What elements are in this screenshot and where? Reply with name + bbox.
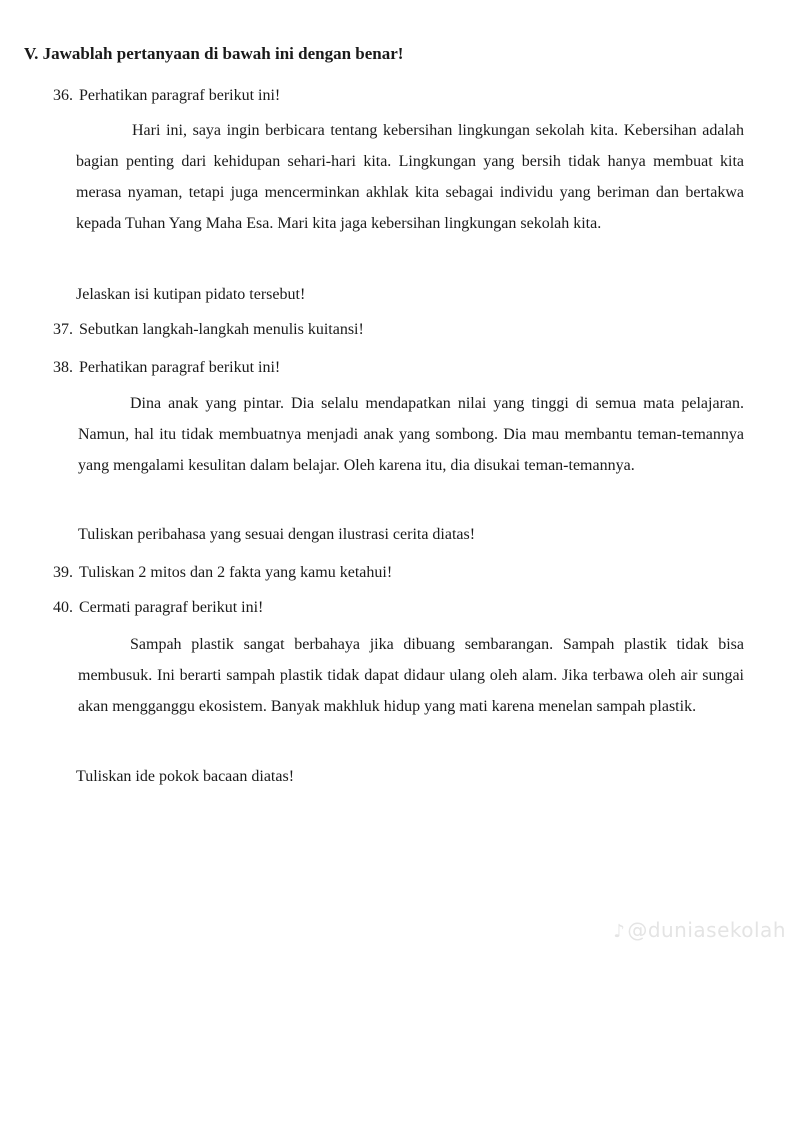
tiktok-icon: ♪: [613, 921, 626, 942]
question-38-number: 38.: [53, 359, 73, 376]
question-40-prompt-text: Cermati paragraf berikut ini!: [79, 599, 264, 616]
question-38-prompt-text: Perhatikan paragraf berikut ini!: [79, 359, 281, 376]
section-heading: V. Jawablah pertanyaan di bawah ini dengan benar!: [24, 44, 404, 63]
question-37: [53, 320, 364, 340]
question-36-prompt: [53, 86, 280, 106]
watermark: [613, 918, 786, 942]
question-39-number: 39.: [53, 564, 73, 581]
question-39: [53, 563, 392, 583]
question-37-number: 37.: [53, 321, 73, 338]
question-38-paragraph-text: Dina anak yang pintar. Dia selalu mendapatkan nilai yang tinggi di semua mata pelajaran. Namun, hal itu tidak membuatnya menjadi anak yang sombong. Dia mau membantu teman-temannya yang mengalami kesulitan dalam belajar. Oleh karena itu, dia disukai teman-temannya.: [78, 395, 744, 474]
question-37-prompt: Sebutkan langkah-langkah menulis kuitansi!: [79, 321, 364, 338]
question-36-paragraph-text: Hari ini, saya ingin berbicara tentang kebersihan lingkungan sekolah kita. Kebersihan adalah bagian penting dari kehidupan sehari-hari kita. Lingkungan yang bersih tidak hanya membuat kita merasa nyaman, tetapi juga mencerminkan akhlak kita sebagai individu yang beriman dan bertakwa kepada Tuhan Yang Maha Esa. Mari kita jaga kebersihan lingkungan sekolah kita.: [76, 122, 744, 232]
question-38-prompt: [53, 358, 280, 378]
question-40-number: 40.: [53, 599, 73, 616]
question-36-prompt-text: Perhatikan paragraf berikut ini!: [79, 87, 281, 104]
question-40-question: Tuliskan ide pokok bacaan diatas!: [76, 768, 295, 785]
question-39-prompt: Tuliskan 2 mitos dan 2 fakta yang kamu ketahui!: [79, 564, 393, 581]
question-38-paragraph: [78, 388, 744, 481]
watermark-text: @duniasekolah: [627, 918, 786, 942]
question-40-paragraph: [78, 629, 744, 722]
question-36-question: Jelaskan isi kutipan pidato tersebut!: [76, 286, 306, 303]
question-36-paragraph: [76, 115, 744, 239]
question-38-question: Tuliskan peribahasa yang sesuai dengan ilustrasi cerita diatas!: [78, 526, 476, 543]
question-36-number: 36.: [53, 87, 73, 104]
question-40-paragraph-text: Sampah plastik sangat berbahaya jika dibuang sembarangan. Sampah plastik tidak bisa membusuk. Ini berarti sampah plastik tidak dapat didaur ulang oleh alam. Jika terbawa oleh air sungai akan mengganggu ekosistem. Banyak makhluk hidup yang mati karena menelan sampah plastik.: [78, 636, 744, 715]
question-40-prompt: [53, 598, 263, 618]
